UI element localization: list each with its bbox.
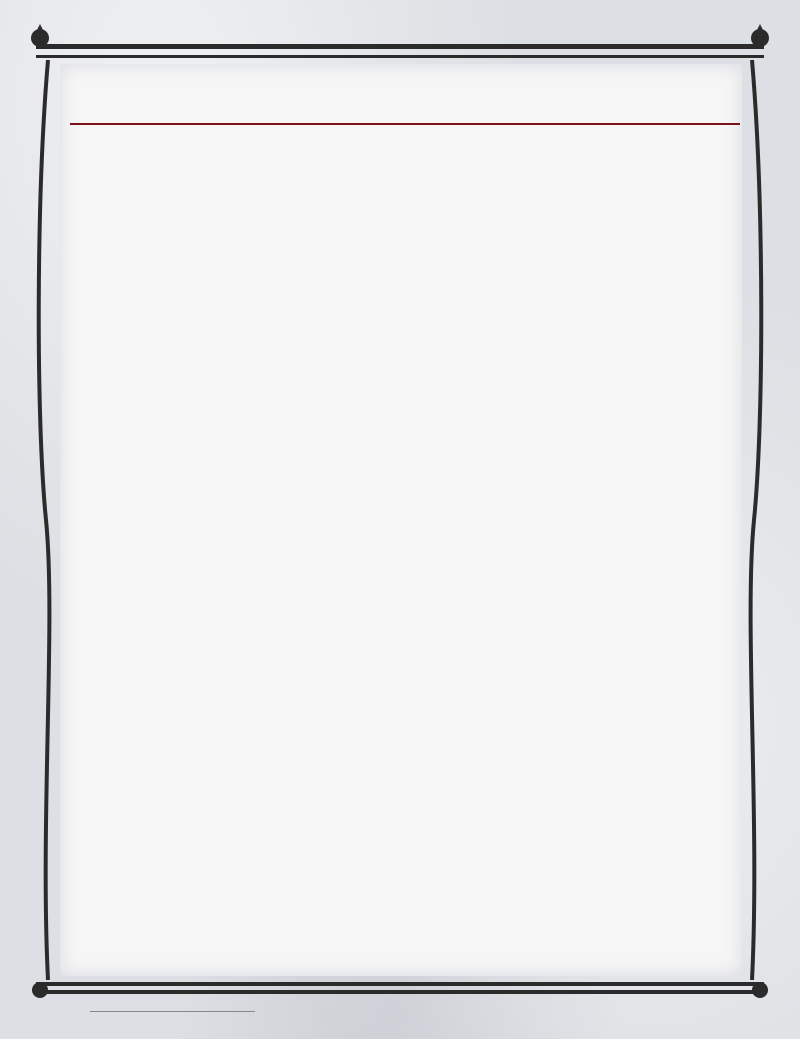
examples-column [408, 136, 730, 162]
title-rule [70, 123, 740, 125]
footer-rule [90, 1011, 255, 1012]
steps-column [72, 136, 392, 142]
page-panel [60, 64, 742, 976]
